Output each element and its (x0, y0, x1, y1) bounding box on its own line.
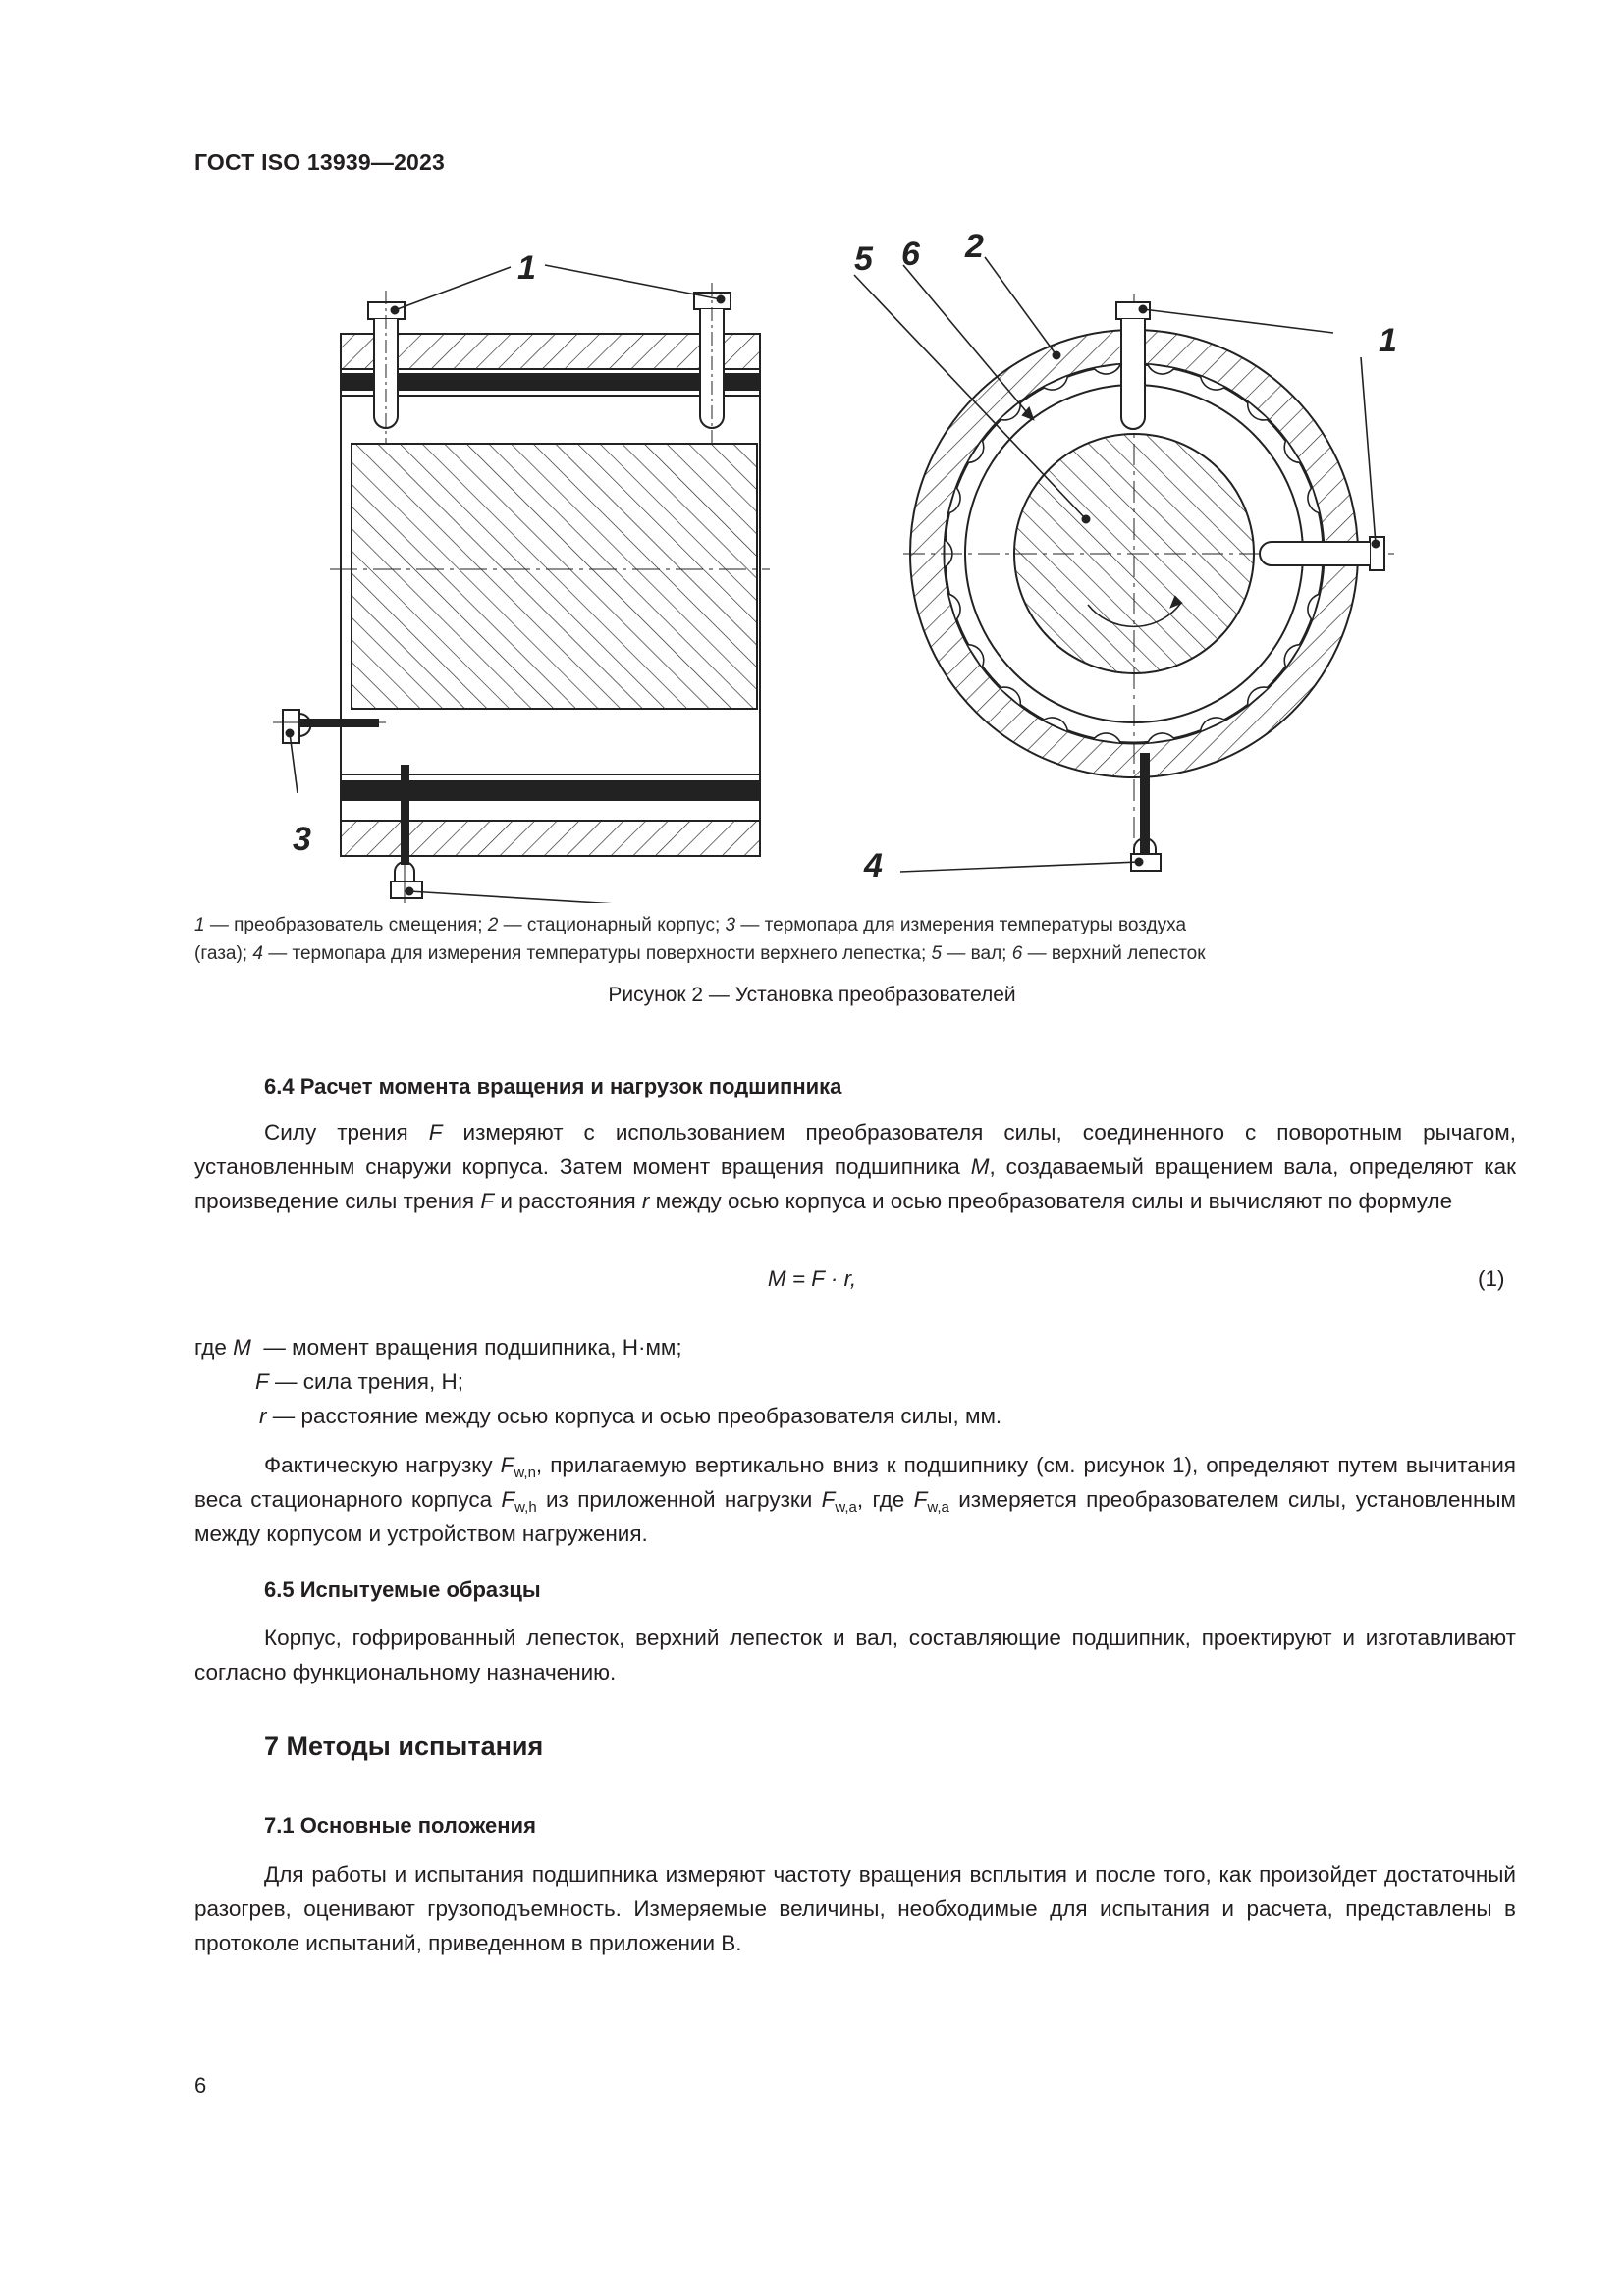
symbol-r: r (641, 1189, 650, 1213)
text: и расстояния (494, 1189, 642, 1213)
legend-text: (газа); (194, 943, 253, 964)
subscript: w,h (514, 1499, 537, 1516)
text: между осью корпуса и осью преобразователя силы и вычисляют по формуле (649, 1189, 1453, 1213)
symbol-F: F (480, 1189, 495, 1213)
legend-num: 2 (487, 915, 499, 935)
legend-num: 5 (931, 943, 943, 964)
symbol-F: F (428, 1120, 443, 1145)
text: Для работы и испытания подшипника измеряют частоту вращения всплытия и после того, как произойдет достаточный разогрев, оценивают грузоподъемность. Измеряемые величины, необходимые для испытания и расчета, представлены в протоколе испытаний, приведенном в приложении В. (194, 1862, 1516, 1955)
figure-caption: Рисунок 2 — Установка преобразователей (608, 984, 1016, 1006)
symbol-M: M (970, 1154, 990, 1179)
text: — момент вращения подшипника, Н·мм; (257, 1335, 682, 1360)
symbol: F (500, 1453, 514, 1477)
legend-num: 1 (194, 915, 205, 935)
symbol: F (255, 1369, 269, 1394)
section-6-5-paragraph (194, 1621, 1516, 1689)
text: измеряют с использованием преобразователя силы, соединенного с поворотным рычагом, установленным снаружи корпуса. Затем момент вращения подшипника (194, 1120, 1516, 1179)
text: из приложенной нагрузки (536, 1487, 822, 1512)
cross-section-view (854, 257, 1394, 872)
section-7-1-heading: 7.1 Основные положения (264, 1813, 536, 1838)
legend-text: — термопара для измерения температуры поверхности верхнего лепестка; (262, 943, 932, 964)
legend-line-1 (194, 911, 1506, 939)
subscript: w,n (514, 1465, 536, 1481)
legend-text: — вал; (942, 943, 1012, 964)
formula-expression: M = F · r, (767, 1266, 857, 1291)
subscript: w,a (835, 1499, 857, 1516)
section-6-4-heading: 6.4 Расчет момента вращения и нагрузок подшипника (264, 1074, 842, 1098)
legend-text: — преобразователь смещения; (204, 915, 488, 935)
text: , создаваемый вращением вала, определяют как произведение силы трения (194, 1154, 1516, 1213)
section-6-4-paragraph-1 (194, 1115, 1516, 1218)
label-1-right: 1 (1379, 322, 1397, 359)
label-4: 4 (864, 847, 883, 884)
label-1-left: 1 (517, 249, 536, 287)
text: Силу трения (264, 1120, 429, 1145)
symbol: M (233, 1335, 251, 1360)
text: — расстояние между осью корпуса и осью преобразователя силы, мм. (266, 1404, 1002, 1428)
page-number: 6 (194, 2073, 207, 2098)
text: Корпус, гофрированный лепесток, верхний лепесток и вал, составляющие подшипник, проектируют и изготавливают согласно функциональному назначению. (194, 1626, 1516, 1684)
formula-1 (0, 1266, 1624, 1292)
text: — сила трения, Н; (268, 1369, 463, 1394)
text: , прилагаемую вертикально вниз к подшипнику (см. рисунок 1), определяют путем вычитания веса стационарного корпуса (194, 1453, 1516, 1512)
document-header: ГОСТ ISO 13939—2023 (194, 149, 446, 175)
section-6-5-heading: 6.5 Испытуемые образцы (264, 1577, 541, 1602)
text: Фактическую нагрузку (264, 1453, 501, 1477)
legend-num: 3 (725, 915, 736, 935)
formula-number: (1) (1478, 1266, 1505, 1291)
legend-num: 6 (1011, 943, 1023, 964)
text: где (194, 1335, 234, 1360)
text: , где (856, 1487, 914, 1512)
legend-line-2 (194, 939, 1506, 968)
legend-num: 4 (252, 943, 263, 964)
symbol: r (259, 1404, 267, 1428)
label-5: 5 (854, 240, 873, 278)
section-7-1-paragraph (194, 1857, 1516, 1960)
label-3: 3 (293, 821, 311, 858)
subscript: w,a (927, 1499, 949, 1516)
symbol: F (913, 1487, 928, 1512)
legend-text: — термопара для измерения температуры воздуха (735, 915, 1187, 935)
label-6: 6 (901, 236, 920, 273)
side-section-view (273, 265, 853, 903)
symbol: F (501, 1487, 515, 1512)
section-7-heading: 7 Методы испытания (264, 1732, 544, 1761)
symbol: F (821, 1487, 836, 1512)
figure-legend (194, 911, 1506, 968)
legend-text: — верхний лепесток (1022, 943, 1206, 964)
label-2: 2 (965, 228, 984, 265)
legend-text: — стационарный корпус; (498, 915, 726, 935)
section-6-4-paragraph-2 (194, 1448, 1516, 1551)
where-line-r (259, 1399, 1001, 1433)
figure-2-drawing (0, 0, 1624, 903)
text: измеряется преобразователем силы, установленным между корпусом и устройством нагружения. (194, 1487, 1517, 1546)
where-line-M (194, 1330, 682, 1364)
where-line-F (255, 1364, 463, 1399)
